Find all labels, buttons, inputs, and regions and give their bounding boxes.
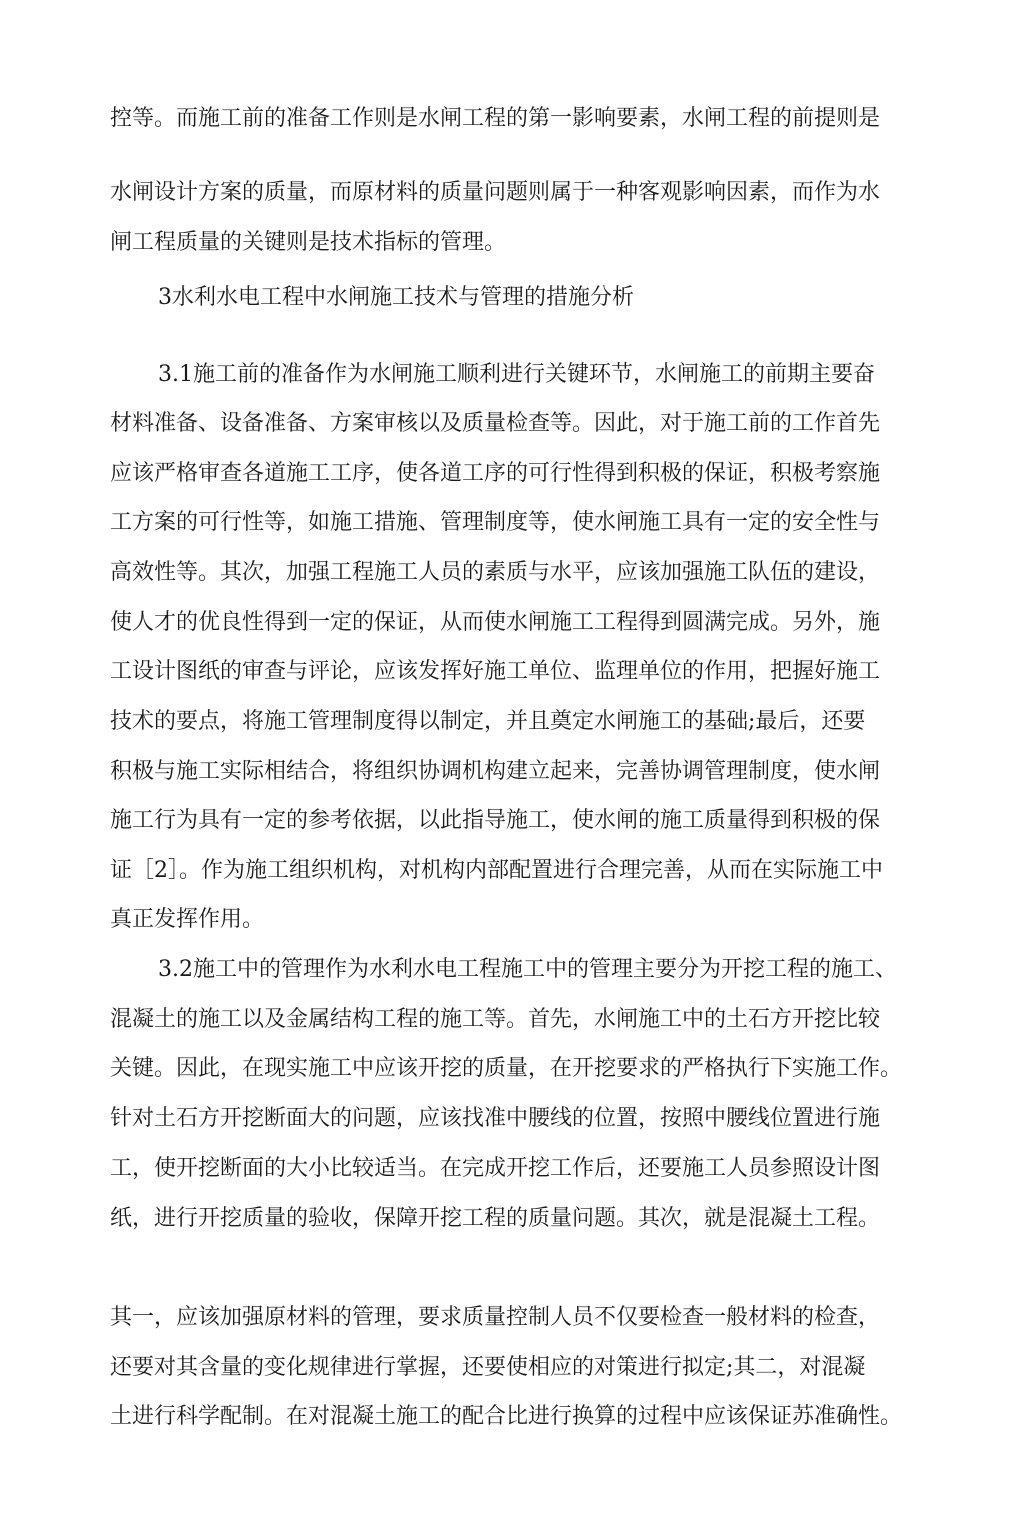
text-line: 技术的要点，将施工管理制度得以制定，并且奠定水闸施工的基础;最后，还要	[110, 709, 866, 734]
text-line: 工设计图纸的审查与评论，应该发挥好施工单位、监理单位的作用，把握好施工	[110, 659, 881, 684]
text-line: 证［2］。作为施工组织机构，对机构内部配置进行合理完善，从而在实际施工中	[110, 858, 883, 883]
text-line: 3.2施工中的管理作为水利水电工程施工中的管理主要分为开挖工程的施工、	[158, 957, 897, 982]
text-line: 积极与施工实际相结合，将组织协调机构建立起来，完善协调管理制度，使水闸	[110, 759, 881, 784]
text-line: 关键。因此，在现实施工中应该开挖的质量，在开挖要求的严格执行下实施工作。	[110, 1056, 903, 1081]
text-line: 纸，进行开挖质量的验收，保障开挖工程的质量问题。其次，就是混凝土工程。	[110, 1206, 881, 1231]
text-line: 材料准备、设备准备、方案审核以及质量检查等。因此，对于施工前的工作首先	[110, 411, 881, 436]
section-heading: 3水利水电工程中水闸施工技术与管理的措施分析	[158, 285, 634, 310]
text-line: 施工行为具有一定的参考依据，以此指导施工，使水闸的施工质量得到积极的保	[110, 808, 881, 833]
text-line: 控等。而施工前的准备工作则是水闸工程的第一影响要素，水闸工程的前提则是	[110, 106, 881, 131]
text-line: 高效性等。其次，加强工程施工人员的素质与水平，应该加强施工队伍的建设，	[110, 560, 881, 585]
text-line: 针对土石方开挖断面大的问题，应该找准中腰线的位置，按照中腰线位置进行施	[110, 1106, 881, 1131]
text-line: 工方案的可行性等，如施工措施、管理制度等，使水闸施工具有一定的安全性与	[110, 510, 881, 535]
text-line: 真正发挥作用。	[110, 907, 265, 932]
text-line: 水闸设计方案的质量，而原材料的质量问题则属于一种客观影响因素，而作为水	[110, 180, 881, 205]
text-line: 闸工程质量的关键则是技术指标的管理。	[110, 230, 507, 255]
text-line: 工，使开挖断面的大小比较适当。在完成开挖工作后，还要施工人员参照设计图	[110, 1156, 881, 1181]
text-line: 土进行科学配制。在对混凝土施工的配合比进行换算的过程中应该保证苏准确性。	[110, 1404, 903, 1429]
text-line: 混凝土的施工以及金属结构工程的施工等。首先，水闸施工中的土石方开挖比较	[110, 1007, 881, 1032]
text-line: 3.1施工前的准备作为水闸施工顺利进行关键环节，水闸施工的前期主要奋	[158, 362, 875, 387]
text-line: 还要对其含量的变化规律进行掌握，还要使相应的对策进行拟定;其二，对混凝	[110, 1355, 866, 1380]
text-line: 使人才的优良性得到一定的保证，从而使水闸施工工程得到圆满完成。另外，施	[110, 610, 881, 635]
text-line: 应该严格审查各道施工工序，使各道工序的可行性得到积极的保证，积极考察施	[110, 461, 881, 486]
text-line: 其一，应该加强原材料的管理，要求质量控制人员不仅要检查一般材料的检查，	[110, 1305, 881, 1330]
